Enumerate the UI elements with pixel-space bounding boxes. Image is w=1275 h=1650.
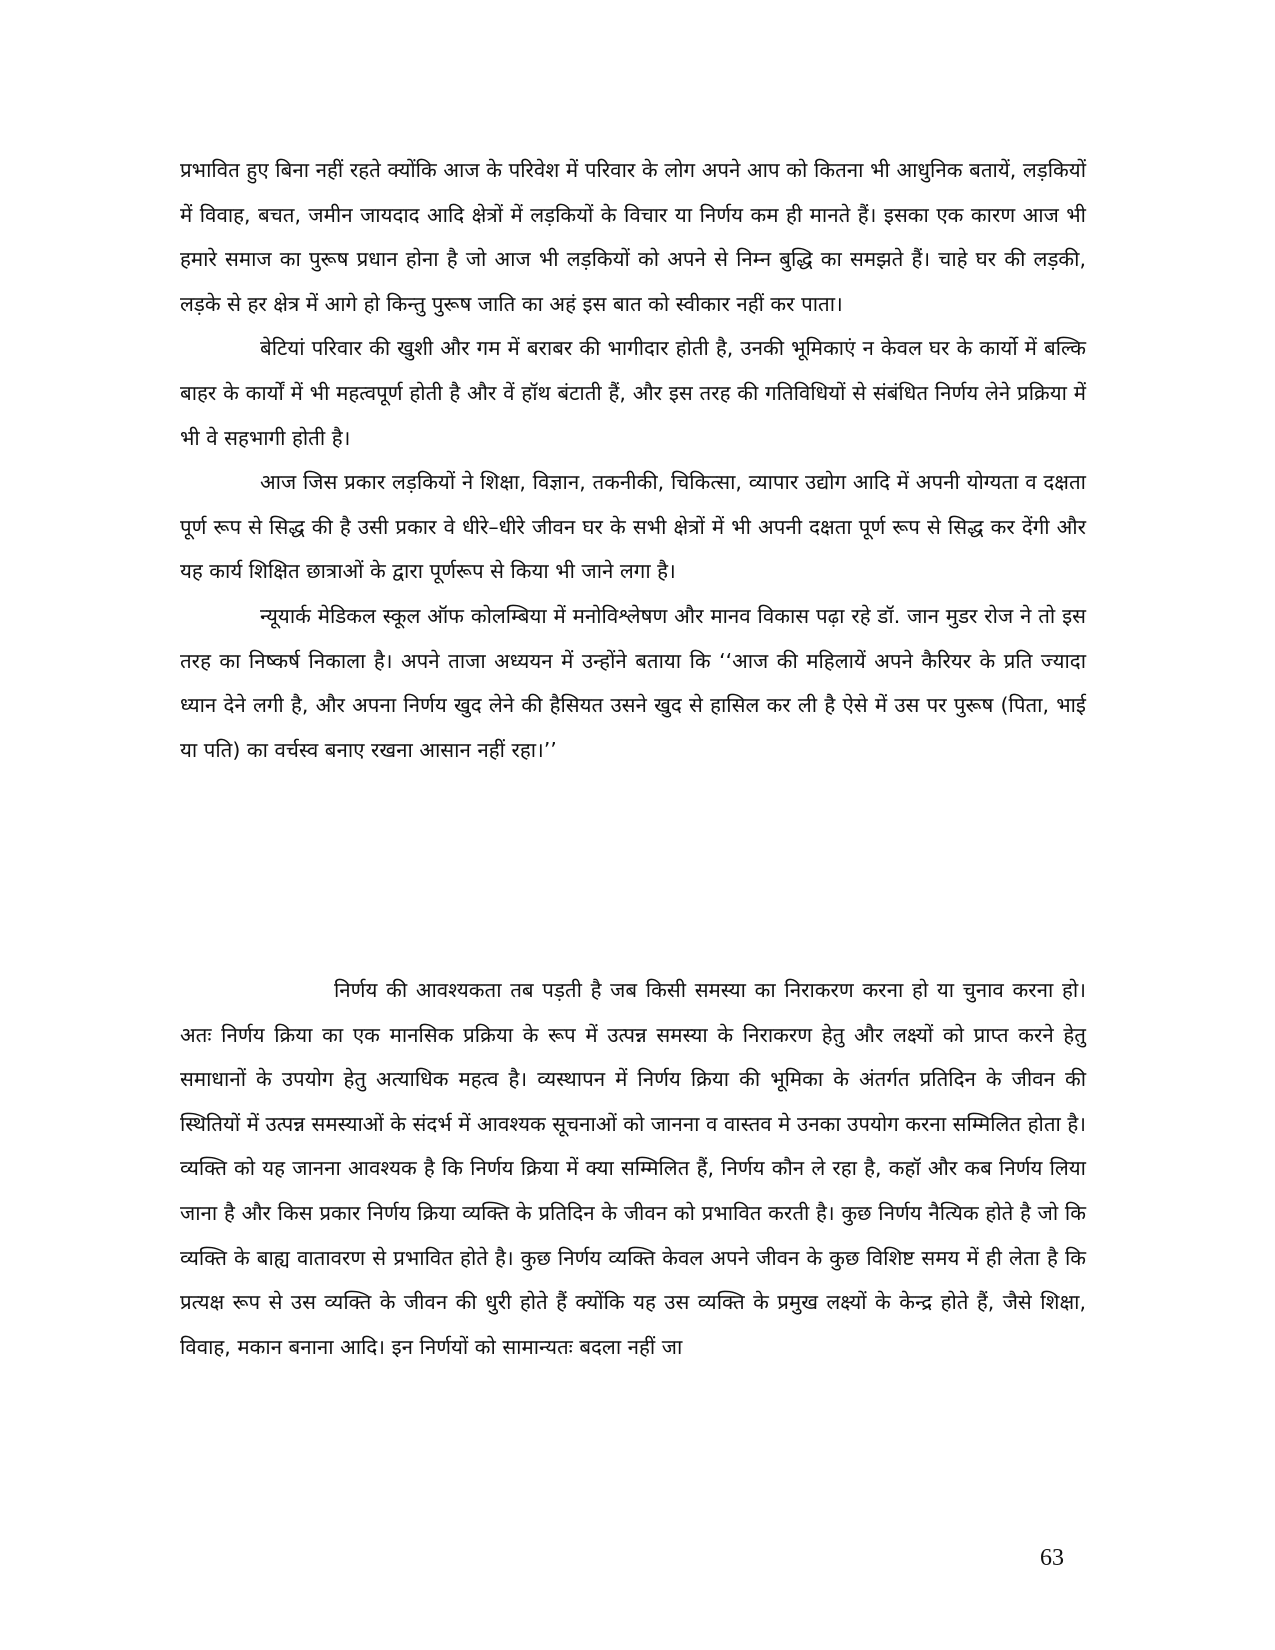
paragraph-daughters-role: बेटियां परिवार की खुशी और गम में बराबर की भागीदार होती है, उनकी भूमिकाएं न केवल घर के कार्यो में बल्कि बाहर के कार्यों में भी महत्वपूर्ण होती है और वें हॉथ बंटाती हैं, और इस तरह की गतिविधियों से संबंधित निर्णय लेने प्रक्रिया में भी वे सहभागी होती है। xyxy=(180,336,1086,450)
paragraph-decision-making: निर्णय की आवश्यकता तब पड़ती है जब किसी समस्या का निराकरण करना हो या चुनाव करना हो। अतः निर्णय क्रिया का एक मानसिक प्रक्रिया के रूप में उत्पन्न समस्या के निराकरण हेतु और लक्ष्यों को प्राप्त करने हेतु समाधानों के उपयोग हेतु अत्याधिक महत्व है। व्यस्थापन में निर्णय क्रिया की भूमिका के अंतर्गत प्रतिदिन के जीवन की स्थितियों में उत्पन्न समस्याओं के संदर्भ में आवश्यक सूचनाओं को जानना व वास्तव मे उनका उपयोग करना सम्मिलित होता है। व्यक्ति को यह जानना आवश्यक है कि निर्णय क्रिया में क्या सम्मिलित हैं, निर्णय कौन ले रहा है, कहॉ और कब निर्णय लिया जाना है और किस प्रकार निर्णय क्रिया व्यक्ति के प्रतिदिन के जीवन को प्रभावित करती है। कुछ निर्णय नैत्यिक होते है जो कि व्यक्ति के बाह्य वातावरण से प्रभावित होते है। कुछ निर्णय व्यक्ति केवल अपने जीवन के कुछ विशिष्ट समय में ही लेता है कि प्रत्यक्ष रूप से उस व्यक्ति के जीवन की धुरी होते हैं क्योंकि यह उस व्यक्ति के प्रमुख लक्ष्यों के केन्द्र होते हैं, जैसे शिक्षा, विवाह, मकान बनाना आदि। इन निर्णयों को सामान्यतः बदला नहीं जा xyxy=(180,978,1086,1359)
paragraph-continued: प्रभावित हुए बिना नहीं रहते क्योंकि आज के परिवेश में परिवार के लोग अपने आप को कितना भी आधुनिक बतायें, लड़कियों में विवाह, बचत, जमीन जायदाद आदि क्षेत्रों में लड़कियों के विचार या निर्णय कम ही मानते हैं। इसका एक कारण आज भी हमारे समाज का पुरूष प्रधान होना है जो आज भी लड़कियों को अपने से निम्न बुद्धि का समझते हैं। चाहे घर की लड़की, लड़के से हर क्षेत्र में आगे हो किन्तु पुरूष जाति का अहं इस बात को स्वीकार नहीं कर पाता। xyxy=(180,158,1086,316)
paragraph-quote-study: न्यूयार्क मेडिकल स्कूल ऑफ कोलम्बिया में मनोविश्लेषण और मानव विकास पढ़ा रहे डॉ. जान मुडर रोज ने तो इस तरह का निष्कर्ष निकाला है। अपने ताजा अध्ययन में उन्होंने बताया कि ‘‘आज की महिलायें अपने कैरियर के प्रति ज्यादा ध्यान देने लगी है, और अपना निर्णय खुद लेने की हैसियत उसने खुद से हासिल कर ली है ऐसे में उस पर पुरूष (पिता, भाई या पति) का वर्चस्व बनाए रखना आसान नहीं रहा।’’ xyxy=(180,603,1086,762)
bottom-text-section xyxy=(180,968,1086,1369)
paragraph-girls-achievement: आज जिस प्रकार लड़कियों ने शिक्षा, विज्ञान, तकनीकी, चिकित्सा, व्यापार उद्योग आदि में अपनी योग्यता व दक्षता पूर्ण रूप से सिद्ध की है उसी प्रकार वे धीरे–धीरे जीवन घर के सभी क्षेत्रों में भी अपनी दक्षता पूर्ण रूप से सिद्ध कर देंगी और यह कार्य शिक्षित छात्राओं के द्वारा पूर्णरूप से किया भी जाने लगा है। xyxy=(180,470,1086,584)
top-text-section xyxy=(180,148,1086,772)
page-number: 63 xyxy=(1040,1545,1064,1571)
